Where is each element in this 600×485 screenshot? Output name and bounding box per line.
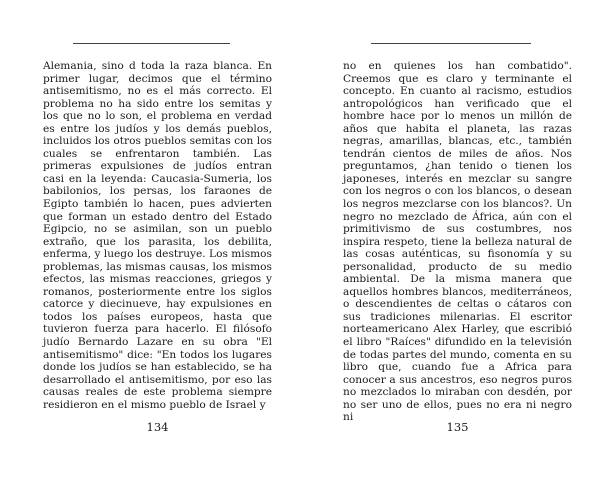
page-body-text — [43, 60, 272, 411]
page-number: 135 — [446, 420, 469, 434]
right-page — [343, 0, 572, 485]
header-rule — [73, 43, 230, 44]
paragraph: no en quienes los han combatido". Creemos que es claro y terminante el concepto. En cuanto al racismo, estudios antropológicos han verificado que el hombre hace por lo menos un millón de años que habita el planeta, las razas negras, amarillas, blancas, etc., también tendrán cientos de miles de años. Nos preguntamos, ¿han tenido o tienen los japoneses, interés en mezclar su sangre con los negros o con los blancos, o desean los negros mezclarse con los blancos?. Un negro no mezclado de África, aún con el primitivismo de sus costumbres, nos inspira respeto, tiene la belleza natural de las cosas auténticas, su fisonomía y su personalidad, producto de su medio ambiental. De la misma manera que aquellos hombres blancos, mediterráneos, o descendientes de celtas o cátaros con sus tradiciones milenarias. El escritor norteamericano Alex Harley, que escribió el libro "Raíces" difundido en la televisión de todas partes del mundo, comenta en su libro que, cuando fue a Africa para conocer a sus ancestros, eso negros puros no mezclados lo miraban con desdén, por no ser uno de ellos, pues no era ni negro ni — [343, 60, 572, 424]
header-rule — [371, 43, 531, 44]
paragraph: Alemania, sino d toda la raza blanca. En primer lugar, decimos que el término antisemitismo, no es el más correcto. El problema no ha sido entre los semitas y los que no lo son, el problema en verdad es entre los judíos y los demás pueblos, incluidos los otros pueblos semitas con los cuales se enfrentaron también. Las primeras expulsiones de judíos entran casi en la leyenda: Caucasia-Sumeria, los babilonios, los persas, los faraones de Egipto también lo hacen, pues advierten que forman un estado dentro del Estado Egipcio, no se asimilan, son un pueblo extraño, que los parasita, los debilita, enferma, y luego los destruye. Los mismos problemas, las mismas causas, los mismos efectos, las mismas reacciones, griegos y romanos, posteriormente entre los siglos catorce y diecinueve, hay expulsiones en todos los países europeos, hasta que tuvieron fuerza para hacerlo. El filósofo judío Bernardo Lazare en su obra "El antisemitismo" dice: "En todos los lugares donde los judíos se han establecido, se ha desarrollado el antisemitismo, por eso las causas reales de este problema siempre residieron en el mismo pueblo de Israel y — [43, 60, 272, 411]
page-body-text — [343, 60, 572, 424]
page-number: 134 — [146, 420, 169, 434]
left-page — [43, 0, 272, 485]
